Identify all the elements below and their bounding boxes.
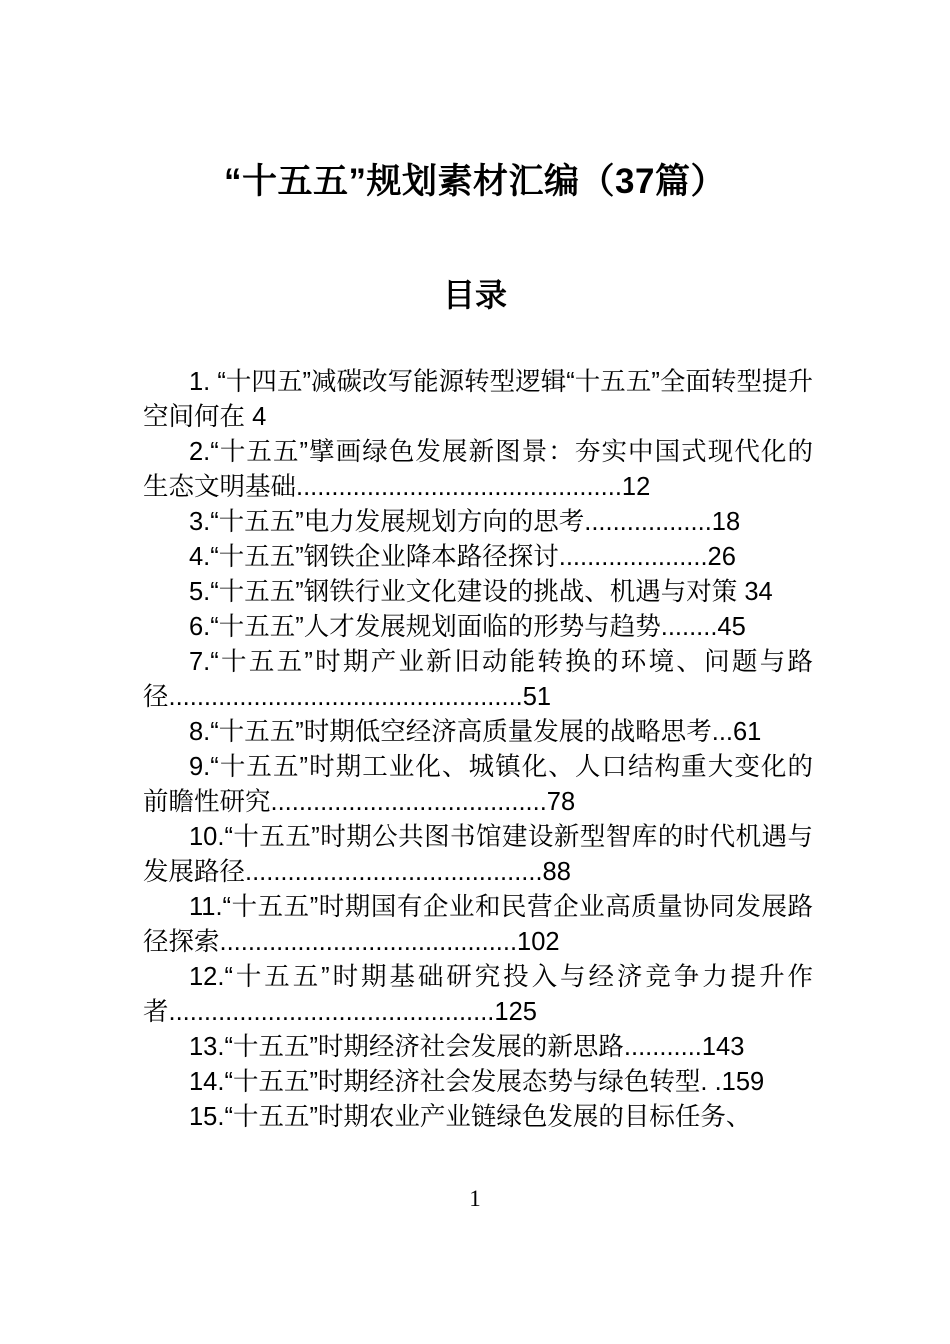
toc-entry[interactable]: 6.“十五五”人才发展规划面临的形势与趋势........45 [189,613,746,641]
toc-entry[interactable]: 13.“十五五”时期经济社会发展的新思路...........143 [189,1033,745,1061]
toc-entry[interactable]: 4.“十五五”钢铁企业降本路径探讨.....................26 [189,543,736,571]
toc-entry[interactable]: 5.“十五五”钢铁行业文化建设的挑战、机遇与对策 34 [189,578,773,606]
page-title: “十五五”规划素材汇编（37篇） [224,162,726,201]
toc-heading: 目录 [442,277,507,313]
toc-entry[interactable]: 2.“十五五”擘画绿色发展新图景：夯实中国式现代化的生态文明基础..............................................12 [143,438,813,501]
toc-entry[interactable]: 11.“十五五”时期国有企业和民营企业高质量协同发展路径探索..........................................102 [143,893,813,956]
toc-entry[interactable]: 1. “十四五”减碳改写能源转型逻辑“十五五”全面转型提升空间何在 4 [143,368,813,431]
toc-entry[interactable]: 7.“十五五”时期产业新旧动能转换的环境、问题与路径..................................................51 [143,648,813,711]
toc-list [143,365,813,1135]
toc-entry[interactable]: 10.“十五五”时期公共图书馆建设新型智库的时代机遇与发展路径..........................................88 [143,823,813,886]
toc-entry[interactable]: 12.“十五五”时期基础研究投入与经济竞争力提升作者..............................................125 [143,963,813,1026]
toc-entry[interactable]: 3.“十五五”电力发展规划方向的思考..................18 [189,508,741,536]
toc-entry[interactable]: 14.“十五五”时期经济社会发展态势与绿色转型. .159 [189,1068,765,1096]
page-number: 1 [469,1186,481,1211]
toc-entry[interactable]: 8.“十五五”时期低空经济高质量发展的战略思考...61 [189,718,762,746]
toc-entry[interactable]: 15.“十五五”时期农业产业链绿色发展的目标任务、 [189,1103,752,1131]
toc-entry[interactable]: 9.“十五五”时期工业化、城镇化、人口结构重大变化的前瞻性研究.......................................78 [143,753,813,816]
